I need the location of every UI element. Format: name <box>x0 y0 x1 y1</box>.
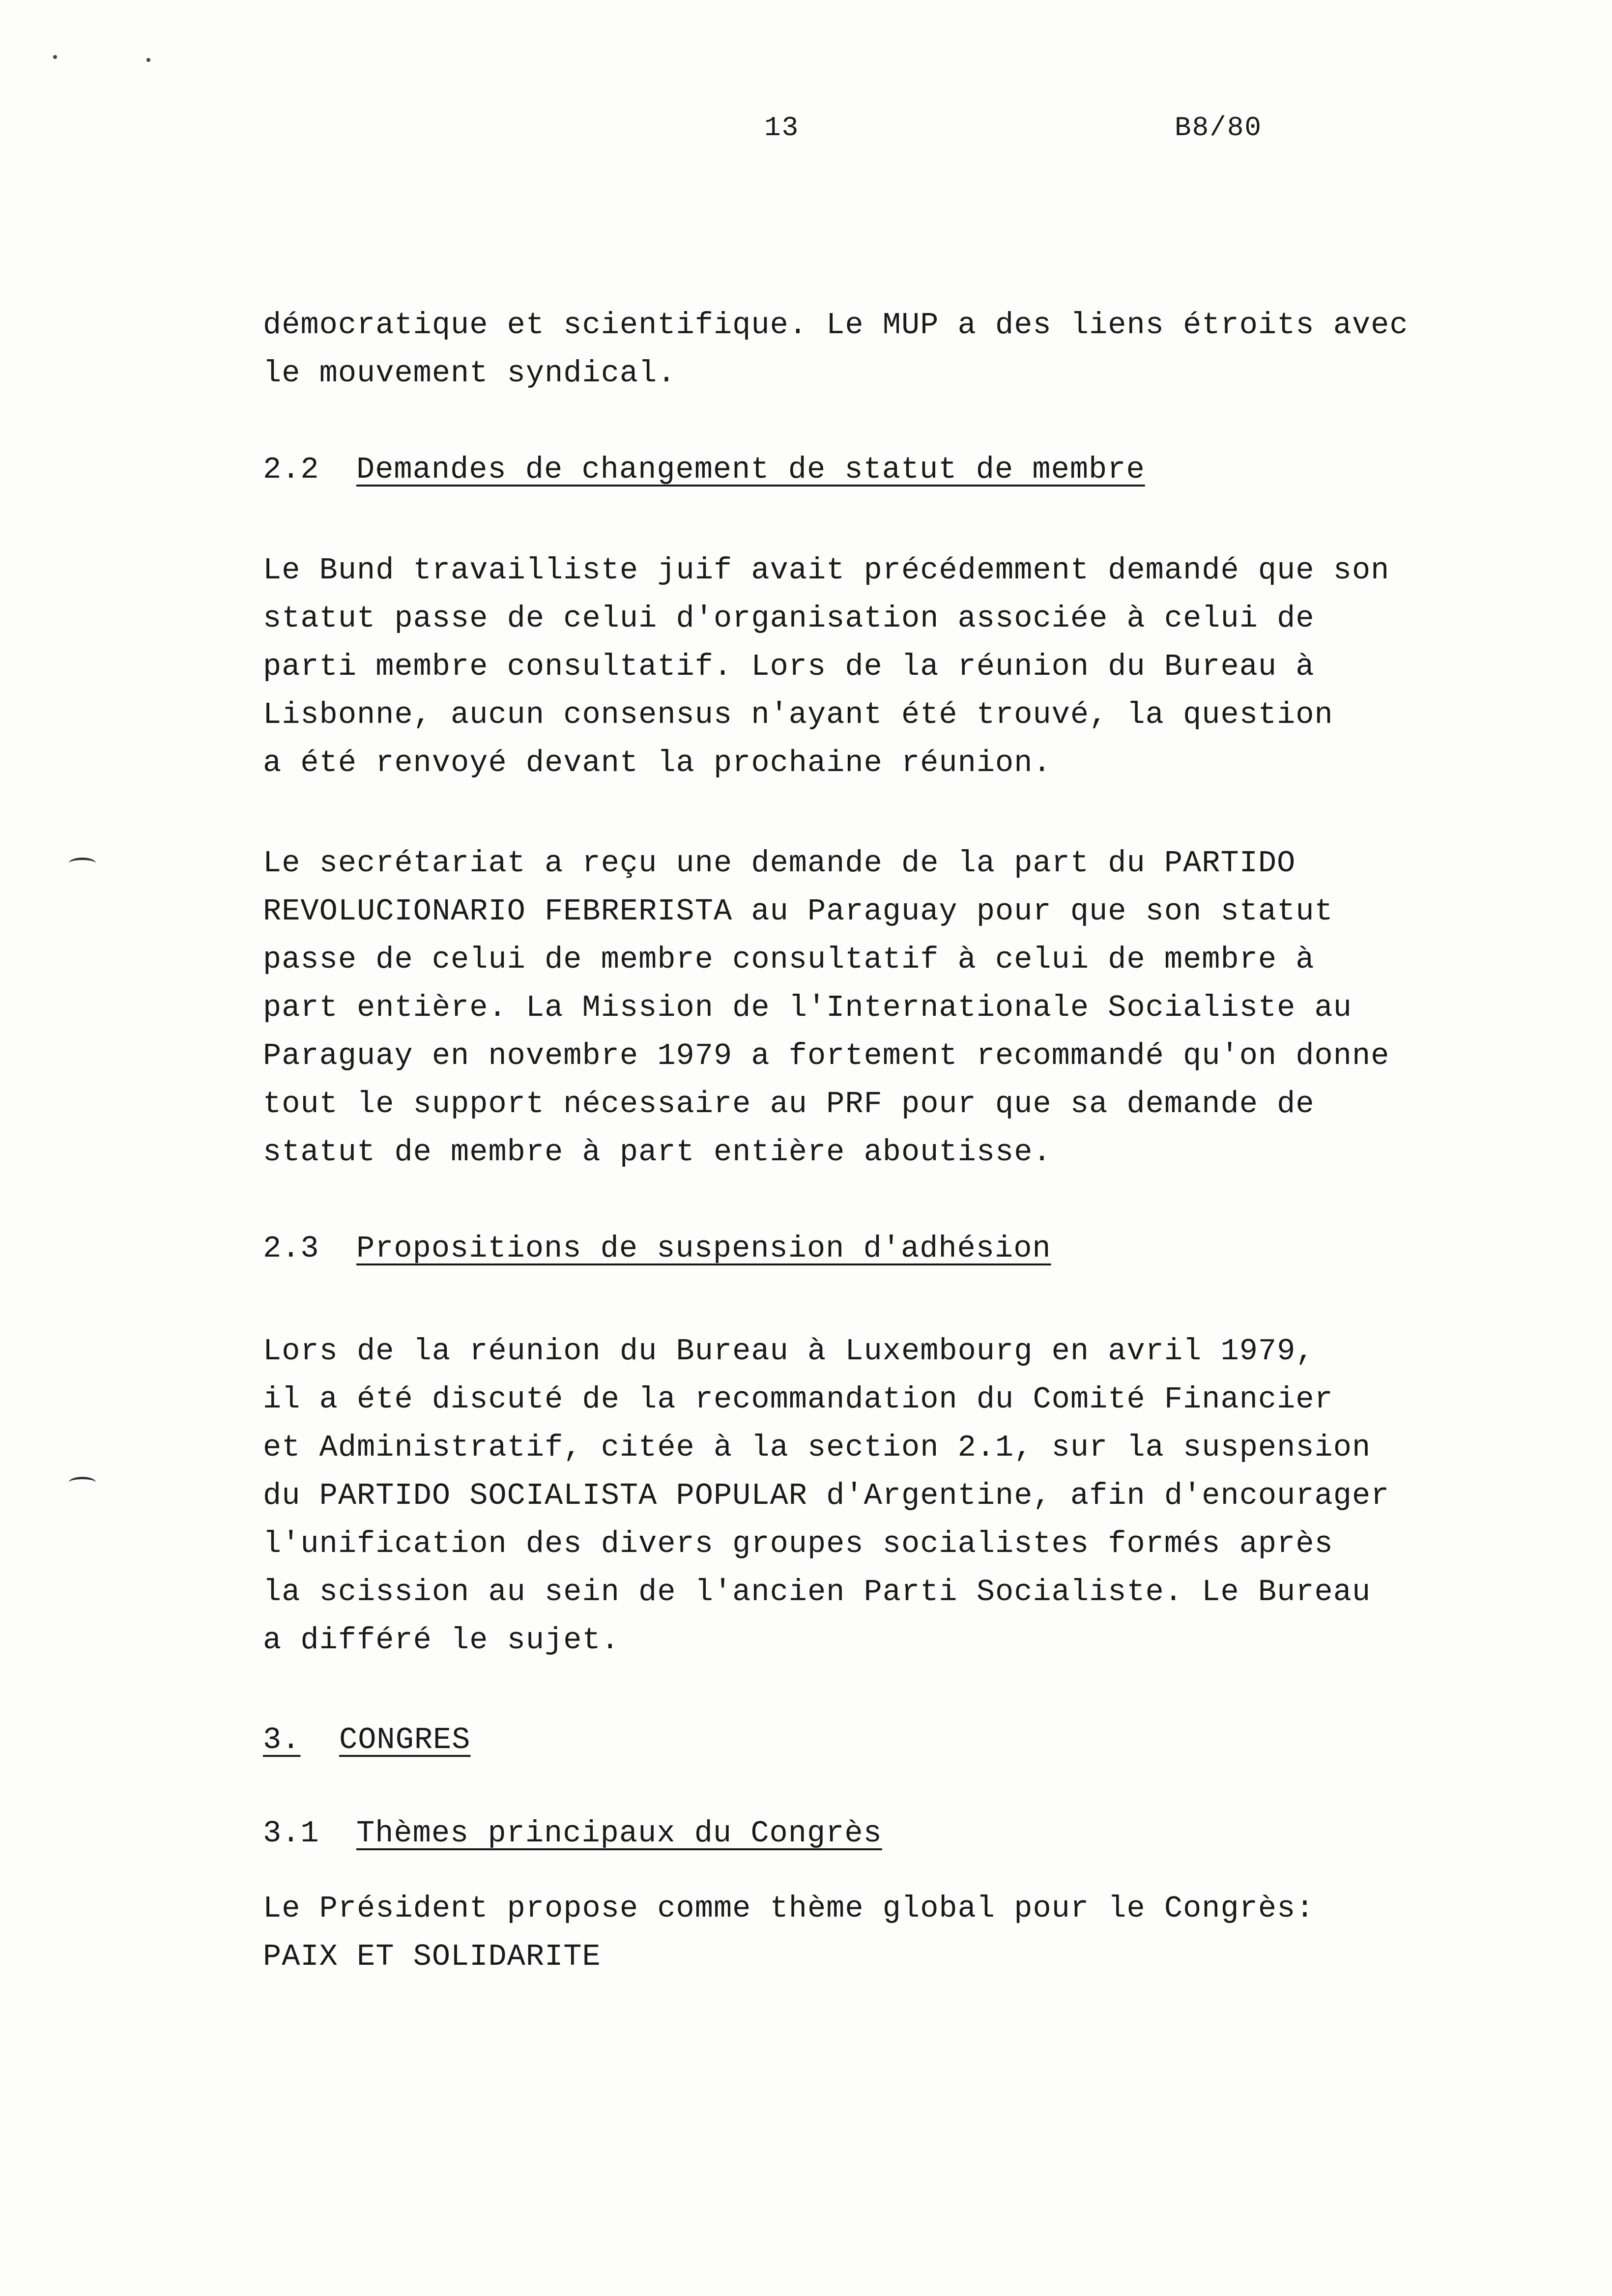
paragraph-line: Le secrétariat a reçu une demande de la part du PARTIDO <box>263 846 1296 881</box>
paragraph-line: parti membre consultatif. Lors de la réunion du Bureau à <box>263 649 1315 684</box>
section-title: CONGRES <box>339 1722 471 1757</box>
section-number: 3. <box>263 1722 301 1757</box>
paragraph-line: Le Bund travailliste juif avait précédemment demandé que son <box>263 553 1390 588</box>
paragraph-line: Lisbonne, aucun consensus n'ayant été trouvé, la question <box>263 697 1333 732</box>
paragraph-line: a été renvoyé devant la prochaine réunion. <box>263 746 1052 780</box>
paragraph-line: la scission au sein de l'ancien Parti Socialiste. Le Bureau <box>263 1575 1371 1609</box>
margin-mark <box>69 1477 96 1488</box>
section-title: Propositions de suspension d'adhésion <box>356 1231 1051 1266</box>
section-heading-2-3 <box>263 1231 1051 1266</box>
paragraph-line: passe de celui de membre consultatif à celui de membre à <box>263 942 1315 977</box>
paragraph-line: part entière. La Mission de l'Internationale Socialiste au <box>263 990 1352 1025</box>
paragraph-line: du PARTIDO SOCIALISTA POPULAR d'Argentine, afin d'encourager <box>263 1478 1390 1513</box>
section-number: 2.3 <box>263 1231 319 1266</box>
scan-speck <box>146 58 150 62</box>
paragraph-line: tout le support nécessaire au PRF pour que sa demande de <box>263 1087 1315 1121</box>
section-heading-2-2 <box>263 452 1145 487</box>
intro-line: démocratique et scientifique. Le MUP a des liens étroits avec <box>263 308 1409 343</box>
section-number: 3.1 <box>263 1816 319 1851</box>
paragraph-line: statut passe de celui d'organisation associée à celui de <box>263 601 1315 636</box>
paragraph-line: il a été discuté de la recommandation du Comité Financier <box>263 1382 1333 1417</box>
paragraph-line: REVOLUCIONARIO FEBRERISTA au Paraguay pour que son statut <box>263 894 1333 929</box>
scan-speck <box>53 55 57 59</box>
section-heading-3 <box>263 1722 470 1757</box>
margin-mark <box>69 858 96 869</box>
paragraph-line: Le Président propose comme thème global pour le Congrès: <box>263 1891 1315 1926</box>
paragraph-line: Lors de la réunion du Bureau à Luxembourg en avril 1979, <box>263 1334 1315 1369</box>
intro-line: le mouvement syndical. <box>263 356 676 391</box>
section-title: Thèmes principaux du Congrès <box>356 1816 882 1851</box>
paragraph-line: a différé le sujet. <box>263 1623 620 1658</box>
section-title: Demandes de changement de statut de membre <box>356 452 1145 487</box>
section-number: 2.2 <box>263 452 319 487</box>
page-number: 13 <box>764 112 800 144</box>
paragraph-line: et Administratif, citée à la section 2.1, sur la suspension <box>263 1430 1371 1465</box>
paragraph-line: PAIX ET SOLIDARITE <box>263 1939 601 1974</box>
paragraph-line: l'unification des divers groupes socialistes formés après <box>263 1526 1333 1561</box>
paragraph-line: statut de membre à part entière aboutisse. <box>263 1135 1052 1170</box>
paragraph-line: Paraguay en novembre 1979 a fortement recommandé qu'on donne <box>263 1038 1390 1073</box>
section-heading-3-1 <box>263 1816 882 1851</box>
document-reference: B8/80 <box>1175 112 1263 144</box>
